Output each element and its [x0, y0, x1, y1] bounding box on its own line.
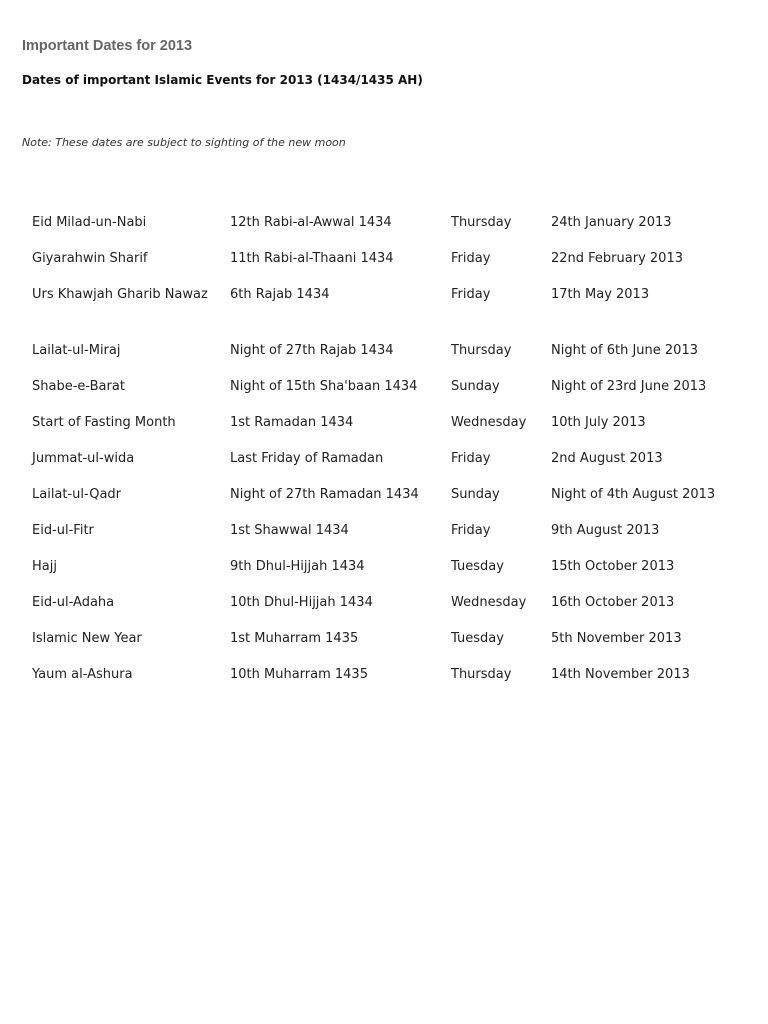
weekday-cell: Thursday [451, 215, 512, 230]
hijri-date-cell: 9th Dhul-Hijjah 1434 [230, 559, 365, 574]
table-row [24, 413, 744, 449]
weekday-cell: Friday [451, 251, 491, 266]
moon-sighting-note: Note: These dates are subject to sighting of the new moon [22, 136, 346, 149]
weekday-cell: Friday [451, 523, 491, 538]
table-row [24, 249, 744, 285]
weekday-cell: Friday [451, 287, 491, 302]
table-row [24, 205, 744, 249]
table-row [24, 341, 744, 377]
event-name-cell: Urs Khawjah Gharib Nawaz [32, 287, 208, 302]
hijri-date-cell: 11th Rabi-al-Thaani 1434 [230, 251, 394, 266]
weekday-cell: Tuesday [451, 559, 504, 574]
hijri-date-cell: Last Friday of Ramadan [230, 451, 384, 466]
weekday-cell: Sunday [451, 379, 500, 394]
table-row [24, 665, 744, 701]
page-title: Important Dates for 2013 [22, 38, 193, 54]
hijri-date-cell: 10th Dhul-Hijjah 1434 [230, 595, 373, 610]
hijri-date-cell: 12th Rabi-al-Awwal 1434 [230, 215, 392, 230]
gregorian-date-cell: 24th January 2013 [551, 215, 672, 230]
gregorian-date-cell: 5th November 2013 [551, 631, 682, 646]
weekday-cell: Thursday [451, 343, 512, 358]
hijri-date-cell: Night of 15th Sha'baan 1434 [230, 379, 418, 394]
gregorian-date-cell: 22nd February 2013 [551, 251, 683, 266]
event-name-cell: Eid-ul-Adaha [32, 595, 115, 610]
page-subtitle: Dates of important Islamic Events for 2013 (1434/1435 AH) [22, 73, 423, 87]
gregorian-date-cell: 2nd August 2013 [551, 451, 663, 466]
weekday-cell: Thursday [451, 667, 512, 682]
hijri-date-cell: Night of 27th Ramadan 1434 [230, 487, 419, 502]
event-name-cell: Shabe-e-Barat [32, 379, 125, 394]
table-row [24, 629, 744, 665]
events-table [24, 205, 744, 701]
event-name-cell: Eid-ul-Fitr [32, 523, 94, 538]
gregorian-date-cell: Night of 6th June 2013 [551, 343, 698, 358]
hijri-date-cell: 1st Muharram 1435 [230, 631, 359, 646]
event-name-cell: Lailat-ul-Qadr [32, 487, 122, 502]
table-row [24, 485, 744, 521]
table-row [24, 593, 744, 629]
gregorian-date-cell: Night of 4th August 2013 [551, 487, 716, 502]
gregorian-date-cell: 10th July 2013 [551, 415, 646, 430]
gregorian-date-cell: 14th November 2013 [551, 667, 690, 682]
table-row [24, 377, 744, 413]
event-name-cell: Hajj [32, 559, 57, 574]
hijri-date-cell: 1st Ramadan 1434 [230, 415, 354, 430]
gregorian-date-cell: 9th August 2013 [551, 523, 660, 538]
hijri-date-cell: 10th Muharram 1435 [230, 667, 368, 682]
hijri-date-cell: Night of 27th Rajab 1434 [230, 343, 394, 358]
table-row [24, 285, 744, 341]
gregorian-date-cell: 15th October 2013 [551, 559, 675, 574]
event-name-cell: Yaum al-Ashura [32, 667, 133, 682]
event-name-cell: Jummat-ul-wida [32, 451, 135, 466]
hijri-date-cell: 6th Rajab 1434 [230, 287, 330, 302]
weekday-cell: Wednesday [451, 415, 527, 430]
table-row [24, 449, 744, 485]
table-row [24, 521, 744, 557]
weekday-cell: Wednesday [451, 595, 527, 610]
event-name-cell: Lailat-ul-Miraj [32, 343, 121, 358]
weekday-cell: Sunday [451, 487, 500, 502]
gregorian-date-cell: 16th October 2013 [551, 595, 675, 610]
event-name-cell: Islamic New Year [32, 631, 142, 646]
event-name-cell: Giyarahwin Sharif [32, 251, 148, 266]
gregorian-date-cell: 17th May 2013 [551, 287, 650, 302]
weekday-cell: Tuesday [451, 631, 504, 646]
weekday-cell: Friday [451, 451, 491, 466]
table-row [24, 557, 744, 593]
event-name-cell: Start of Fasting Month [32, 415, 176, 430]
event-name-cell: Eid Milad-un-Nabi [32, 215, 147, 230]
gregorian-date-cell: Night of 23rd June 2013 [551, 379, 707, 394]
hijri-date-cell: 1st Shawwal 1434 [230, 523, 349, 538]
